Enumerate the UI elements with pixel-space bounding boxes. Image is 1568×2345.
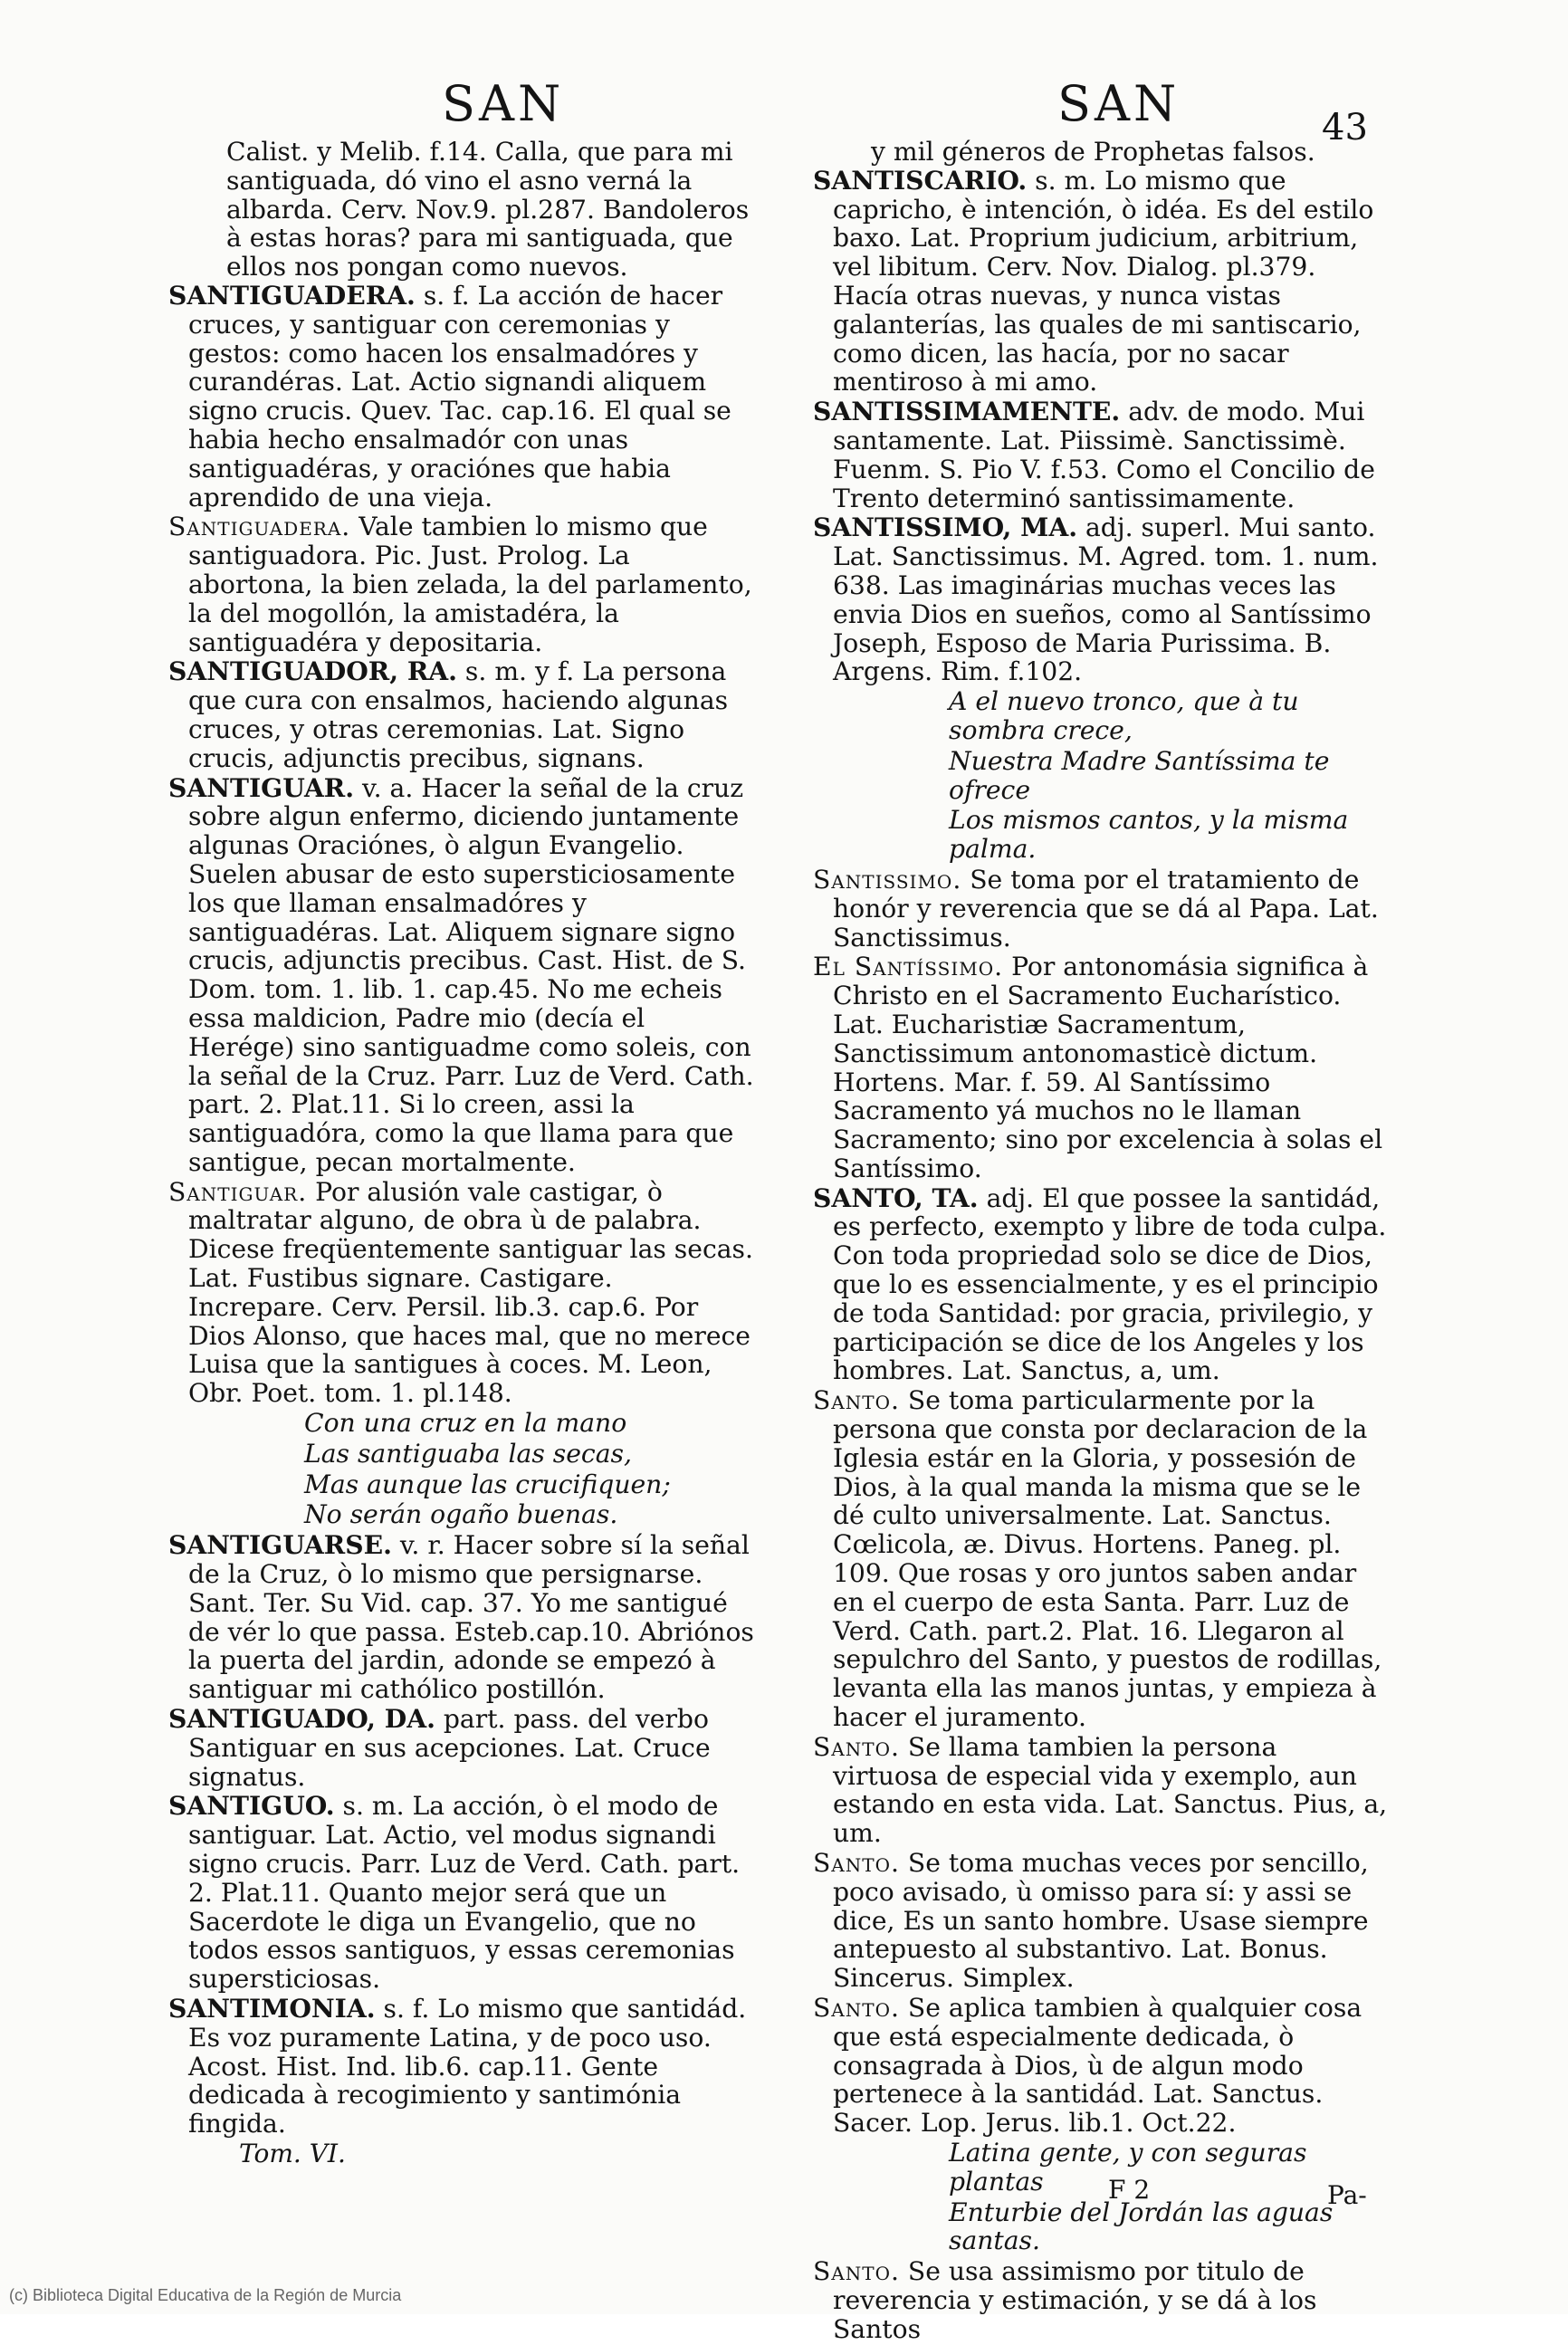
entry-headword: SANTIGUADERA. (168, 280, 416, 311)
entry-headword: El Santíssimo. (813, 952, 1004, 982)
entry-definition: Por antonomásia significa à Christo en el Sacramento Eucharístico. Lat. Eucharistiæ Sacramentum, Sanctissimum antonomasticè dictum. Hortens. Mar. f. 59. Al Santíssimo Sacramento yá muchos no le llaman Sacramento; sino por excelencia à solas el Santíssimo. (833, 952, 1383, 1183)
library-credit: (c) Biblioteca Digital Educativa de la Región de Murcia (9, 2286, 402, 2304)
dictionary-entry (813, 513, 1389, 686)
entry-definition: part. pass. del verbo Santiguar en sus acepciones. Lat. Cruce signatus. (188, 1704, 711, 1792)
entry-headword: SANTISSIMAMENTE. (813, 397, 1121, 427)
entry-headword: Santiguar. (168, 1176, 308, 1207)
entry-definition: s. f. La acción de hacer cruces, y santiguar con ceremonias y gestos: como hacen los ensalmadóres y curandéras. Lat. Actio signandi aliquem signo crucis. Quev. Tac. cap.16. El qual se habia hecho ensalmadór con unas santiguadéras, y oraciónes que habia aprendido de una vieja. (188, 280, 731, 512)
dictionary-entry (813, 1849, 1389, 1993)
entry-definition: s. f. Lo mismo que santidád. Es voz puramente Latina, y de poco uso. Acost. Hist. Ind. lib.6. cap.11. Gente dedicada à recogimiento y santimónia fingida. (188, 1994, 747, 2139)
entry-definition: Por alusión vale castigar, ò maltratar alguno, de obra ù de palabra. Dicese freqüentemente santiguar las secas. Lat. Fustibus signare. Castigare. Increpare. Cerv. Persil. lib.3. cap.6. Por Dios Alonso, que haces mal, que no merece Luisa que la santigues à coces. M. Leon, Obr. Poet. tom. 1. pl.148. (188, 1176, 753, 1409)
catchword: Pa- (1327, 2180, 1367, 2210)
verse-line: No serán ogaño buenas. (304, 1499, 618, 1530)
dictionary-entry (813, 1994, 1389, 2138)
entry-headword: SANTISCARIO. (813, 165, 1028, 196)
entry-definition: adj. El que possee la santidád, es perfecto, exempto y libre de toda culpa. Con toda propriedad solo se dice de Dios, que lo es essencialmente, y es el principio de toda Santidad: por gracia, privilegio, y participación se dice de los Angeles y los hombres. Lat. Sanctus, a, um. (833, 1182, 1387, 1386)
dictionary-entry (813, 1733, 1389, 1848)
entry-definition: adj. superl. Mui santo. Lat. Sanctissimus. M. Agred. tom. 1. num. 638. Las imaginárias muchas veces las envia Dios en sueños, como al Santíssimo Joseph, Esposo de Maria Purissima. B. Argens. Rim. f.102. (833, 512, 1379, 687)
verse-line: Enturbie del Jordán las aguas santas. (949, 2197, 1334, 2256)
entry-headword: Santissimo. (813, 864, 962, 895)
dictionary-entry (813, 2257, 1389, 2343)
entry-definition: Se aplica tambien à qualquier cosa que está especialmente dedicada, ò consagrada à Dios, ù de algun modo pertenece à la santidád. Lat. Sanctus. Sacer. Lop. Jerus. lib.1. Oct.22. (833, 1993, 1362, 2139)
entry-definition: s. m. y f. La persona que cura con ensalmos, haciendo algunas cruces, y otras ceremonias. Lat. Signo crucis, adjunctis precibus, signans. (188, 656, 729, 773)
verse-line: Las santiguaba las secas, (304, 1438, 632, 1469)
dictionary-entry (168, 282, 755, 512)
left-column (168, 138, 755, 2139)
dictionary-entry (813, 167, 1389, 397)
entry-definition: Se usa assimismo por titulo de reverencia y estimación, y se dá à los Santos (833, 2256, 1317, 2344)
entry-headword: Santo. (813, 1385, 900, 1416)
entry-headword: SANTIGUADO, DA. (168, 1704, 435, 1735)
entry-headword: SANTIGUARSE. (168, 1530, 392, 1561)
dictionary-entry (168, 657, 755, 772)
verse-line: A el nuevo tronco, que à tu sombra crece, (949, 686, 1299, 745)
continued-text: y mil géneros de Prophetas falsos. (871, 137, 1315, 167)
verse-line: Con una cruz en la mano (304, 1408, 627, 1439)
dictionary-entry (168, 1792, 755, 1994)
dictionary-entry (813, 952, 1389, 1182)
dictionary-entry (168, 774, 755, 1177)
dictionary-entry (168, 512, 755, 656)
entry-definition: s. m. La acción, ò el modo de santiguar. Lat. Actio, vel modus signandi signo crucis. Parr. Luz de Verd. Cath. part. 2. Plat.11. Quanto mejor será que un Sacerdote le diga un Evangelio, que no todos essos santiguos, y essas ceremonias supersticiosas. (188, 1791, 741, 1995)
entry-definition: v. a. Hacer la señal de la cruz sobre algun enfermo, diciendo juntamente algunas Oraciónes, ò algun Evangelio. Suelen abusar de esto supersticiosamente los que llaman ensalmadóres y santiguadéras. Lat. Aliquem signare signo crucis, adjunctis precibus. Cast. Hist. de S. Dom. tom. 1. lib. 1. cap.45. No me echeis essa maldicion, Padre mio (decía el Herége) sino santiguadme como soleis, con la señal de la Cruz. Parr. Luz de Verd. Cath. part. 2. Plat.11. Si lo creen, assi la santiguadóra, como la que llama para que santigue, pecan mortalmente. (188, 772, 754, 1177)
entry-definition: v. r. Hacer sobre sí la señal de la Cruz, ò lo mismo que persignarse. Sant. Ter. Su Vid. cap. 37. Yo me santigué de vér lo que passa. Esteb.cap.10. Abriónos la puerta del jardin, adonde se empezó à santiguar mi cathólico postillón. (188, 1530, 754, 1705)
dictionary-entry (168, 1705, 755, 1791)
entry-headword: Santiguadera. (168, 512, 351, 542)
dictionary-entry (168, 1995, 755, 2139)
dictionary-entry (168, 1178, 755, 1408)
entry-definition: Vale tambien lo mismo que santiguadora. Pic. Just. Prolog. La abortona, la bien zelada, la del parlamento, la del mogollón, la amistadéra, la santiguadéra y depositaria. (188, 512, 752, 657)
entry-definition: Se toma por el tratamiento de honór y reverencia que se dá al Papa. Lat. Sanctissimus. (833, 864, 1379, 952)
running-head-right: SAN (1057, 75, 1181, 132)
verse-line: Mas aunque las crucifiquen; (304, 1469, 671, 1499)
continued-text: Calist. y Melib. f.14. Calla, que para mi santiguada, dó vino el asno verná la albarda. Cerv. Nov.9. pl.287. Bandoleros à estas horas? para mi santiguada, que ellos nos pongan como nuevos. (226, 137, 750, 282)
verse-line: Los mismos cantos, y la misma palma. (949, 805, 1349, 865)
volume-label: Tom. VI. (239, 2139, 346, 2168)
dictionary-entry (168, 1531, 755, 1704)
dictionary-entry (813, 1184, 1389, 1386)
entry-headword: Santo. (813, 2256, 900, 2287)
entry-definition: Se toma particularmente por la persona que consta por declaracion de la Iglesia estár en la Gloria, y possesión de Dios, à la qual manda la misma que se le dé culto universalmente. Lat. Sanctus. Cœlicola, æ. Divus. Hortens. Paneg. pl. 109. Que rosas y oro juntos saben andar en el cuerpo de esta Santa. Parr. Luz de Verd. Cath. part.2. Plat. 16. Llegaron al sepulchro del Santo, y puestos de rodillas, levanta ella las manos juntas, y empieza à hacer el juramento. (833, 1385, 1382, 1733)
page-number: 43 (1322, 107, 1368, 148)
entry-definition: Se llama tambien la persona virtuosa de especial vida y exemplo, aun estando en esta vida. Lat. Sanctus. Pius, a, um. (833, 1731, 1388, 1849)
entry-headword: SANTIMONIA. (168, 1994, 376, 2024)
entry-definition: s. m. Lo mismo que capricho, è intención, ò idéa. Es del estilo baxo. Lat. Proprium judicium, arbitrium, vel libitum. Cerv. Nov. Dialog. pl.379. Hacía otras nuevas, y nunca vistas galanterías, las quales de mi santiscario, como dicen, las hacía, por no sacar mentiroso à mi amo. (833, 165, 1374, 397)
entry-headword: Santo. (813, 1731, 900, 1762)
signature-mark: F 2 (1108, 2175, 1151, 2205)
verse-line: Nuestra Madre Santíssima te ofrece (949, 745, 1330, 805)
entry-headword: SANTIGUADOR, RA. (168, 656, 457, 687)
entry-headword: Santo. (813, 1848, 900, 1879)
entry-headword: SANTIGUAR. (168, 772, 355, 803)
verse-line: Latina gente, y con seguras plantas (949, 2137, 1307, 2197)
dictionary-entry (813, 397, 1389, 512)
right-column (813, 138, 1389, 2345)
dictionary-entry (813, 866, 1389, 952)
entry-definition: adv. de modo. Mui santamente. Lat. Piissimè. Sanctissimè. Fuenm. S. Pio V. f.53. Como el Concilio de Trento determinó santissimamente. (833, 397, 1375, 513)
entry-headword: SANTISSIMO, MA. (813, 512, 1078, 543)
entry-definition: Se toma muchas veces por sencillo, poco avisado, ù omisso para sí: y assi se dice, Es un santo hombre. Usase siempre antepuesto al substantivo. Lat. Bonus. Sincerus. Simplex. (833, 1848, 1369, 1994)
running-head-left: SAN (442, 75, 565, 132)
entry-headword: SANTO, TA. (813, 1182, 979, 1213)
entry-headword: Santo. (813, 1993, 900, 2023)
dictionary-entry (813, 1386, 1389, 1732)
entry-headword: SANTIGUO. (168, 1791, 335, 1822)
